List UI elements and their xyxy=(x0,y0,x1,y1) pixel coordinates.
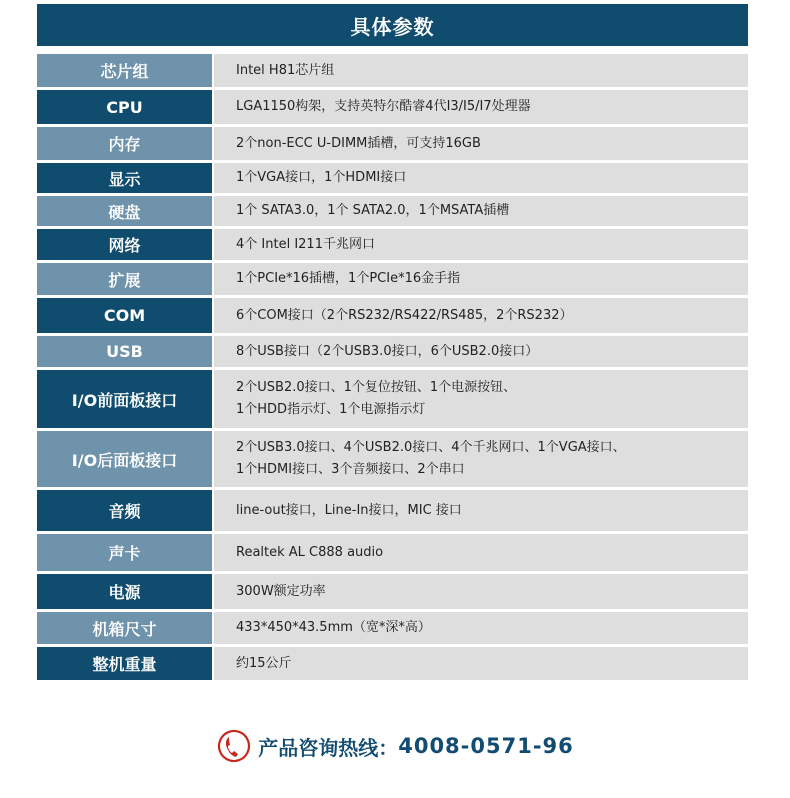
spec-value-line: line-out接口，Line-In接口，MIC 接口 xyxy=(236,502,462,518)
spec-value xyxy=(214,574,748,609)
spec-row xyxy=(37,574,748,609)
spec-value xyxy=(214,298,748,333)
spec-row xyxy=(37,196,748,226)
spec-value-line: 2个USB3.0接口、4个USB2.0接口、4个千兆网口、1个VGA接口、 xyxy=(236,440,626,455)
spec-label: I/O前面板接口 xyxy=(37,370,212,428)
spec-value xyxy=(214,196,748,226)
spec-value-line: 6个COM接口（2个RS232/RS422/RS485，2个RS232） xyxy=(236,307,573,323)
spec-value-line: 8个USB接口（2个USB3.0接口，6个USB2.0接口） xyxy=(236,343,539,359)
spec-row xyxy=(37,370,748,428)
spec-label: 扩展 xyxy=(37,263,212,295)
page-title: 具体参数 xyxy=(37,4,748,46)
spec-row xyxy=(37,54,748,87)
spec-value xyxy=(214,229,748,260)
spec-value xyxy=(214,127,748,160)
spec-value-line: 433*450*43.5mm（宽*深*高） xyxy=(236,620,431,635)
spec-value xyxy=(214,431,748,487)
spec-value-line: 1个HDD指示灯、1个电源指示灯 xyxy=(236,402,426,417)
spec-label: 网络 xyxy=(37,229,212,260)
spec-label: 机箱尺寸 xyxy=(37,612,212,644)
spec-value-line: 约15公斤 xyxy=(236,655,292,671)
spec-value xyxy=(214,263,748,295)
spec-value-line: Intel H81芯片组 xyxy=(236,62,335,78)
spec-row xyxy=(37,90,748,124)
spec-value xyxy=(214,54,748,87)
spec-value xyxy=(214,336,748,367)
spec-row xyxy=(37,229,748,260)
spec-value-line: 1个VGA接口，1个HDMI接口 xyxy=(236,170,407,185)
spec-value-line: 1个PCIe*16插槽，1个PCIe*16金手指 xyxy=(236,271,461,286)
spec-label: 硬盘 xyxy=(37,196,212,226)
spec-row xyxy=(37,490,748,531)
spec-value-line: 2个non-ECC U-DIMM插槽，可支持16GB xyxy=(236,135,481,151)
spec-row xyxy=(37,263,748,295)
spec-label: CPU xyxy=(37,90,212,124)
spec-value-line: 2个USB2.0接口、1个复位按钮、1个电源按钮、 xyxy=(236,380,517,395)
hotline-number: 4008-0571-96 xyxy=(398,734,574,758)
spec-label: 内存 xyxy=(37,127,212,160)
spec-value xyxy=(214,90,748,124)
spec-row xyxy=(37,647,748,680)
spec-label: 整机重量 xyxy=(37,647,212,680)
spec-table xyxy=(37,54,748,683)
spec-row xyxy=(37,534,748,571)
spec-value-line: 4个 Intel I211千兆网口 xyxy=(236,236,375,252)
spec-row xyxy=(37,163,748,193)
spec-value xyxy=(214,647,748,680)
hotline xyxy=(0,728,790,764)
spec-label: USB xyxy=(37,336,212,367)
phone-icon xyxy=(216,728,252,764)
spec-row xyxy=(37,336,748,367)
spec-label: 音频 xyxy=(37,490,212,531)
spec-row xyxy=(37,127,748,160)
spec-value xyxy=(214,370,748,428)
spec-value xyxy=(214,490,748,531)
spec-value-line: 1个 SATA3.0，1个 SATA2.0，1个MSATA插槽 xyxy=(236,203,510,218)
spec-value-line: LGA1150构架，支持英特尔酷睿4代I3/I5/I7处理器 xyxy=(236,99,531,114)
spec-label: COM xyxy=(37,298,212,333)
spec-row xyxy=(37,298,748,333)
hotline-label: 产品咨询热线： xyxy=(258,735,399,760)
spec-row xyxy=(37,612,748,644)
spec-label: 显示 xyxy=(37,163,212,193)
spec-value xyxy=(214,612,748,644)
spec-value-line: 1个HDMI接口、3个音频接口、2个串口 xyxy=(236,462,465,477)
spec-label: 芯片组 xyxy=(37,54,212,87)
spec-label: I/O后面板接口 xyxy=(37,431,212,487)
spec-value-line: Realtek AL C888 audio xyxy=(236,544,384,560)
spec-value-line: 300W额定功率 xyxy=(236,583,326,599)
spec-label: 电源 xyxy=(37,574,212,609)
spec-value xyxy=(214,163,748,193)
spec-value xyxy=(214,534,748,571)
spec-row xyxy=(37,431,748,487)
spec-label: 声卡 xyxy=(37,534,212,571)
